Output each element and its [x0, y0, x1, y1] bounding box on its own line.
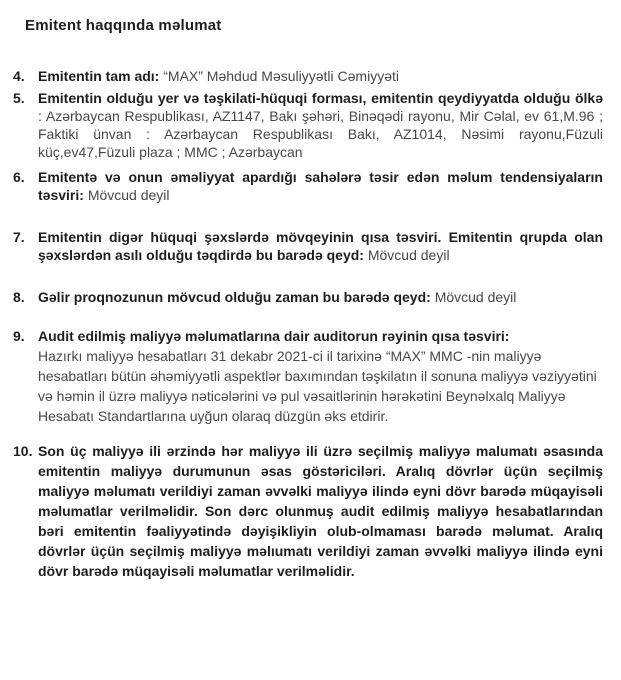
item-text: [38, 89, 603, 161]
item-label: Emitentin digər hüquqi şəxslərdə mövqeyinin qısa təsviri. Emitentin qrupda olan şəxslərdən asılı olduğu təqdirdə bu barədə qeyd:: [38, 229, 603, 263]
item-value: Hazırkı maliyyə hesabatları 31 dekabr 2021-ci il tarixinə “MAX” MMC -nin maliyyə hesabatları bütün əhəmiyyətli aspektlər baxımından təşkilatın il sonuna maliyyə vəziyyətini və həmin il üzrə maliyyə nəticələrini və pul vəsaitlərinin hərəkətini Beynəlxalq Maliyyə Hesabatı Standartlarına uyğun olaraq düzgün əks etdirir.: [38, 348, 601, 424]
item-label: Son üç maliyyə ili ərzində hər maliyyə ili üzrə seçilmiş maliyyə malumatı əsasında emitentin maliyyə durumunun əsas göstəriciləri. Aralıq dövrlər üçün seçilmiş maliyyə məlumatı verildiyi zaman əvvəlki maliyyə ilində eyni dövr barədə müqayisəli məlumatlar verilməlidir. Son dərc olunmuş audit edilmiş maliyyə hesabatlarından bəri emitentin fəaliyyətində dəyişikliyin olub-olmaması barədə məlumat. Aralıq dövrlər üçün seçilmiş maliyyə məlıumatı verildiyi zaman əvvəlki maliyyə ilində eyni dövr barədə müqayisəli məlumatlar verilməlidir.: [38, 443, 603, 579]
item-text: [38, 168, 603, 204]
list-item: [13, 326, 603, 426]
item-text: [38, 326, 603, 426]
list-item: [13, 89, 603, 161]
item-value: : Azərbaycan Respublikası, AZ1147, Bakı şəhəri, Binəqədi rayonu, Mir Cəlal, ev 61,M.96 ; Faktiki ünvan : Azərbaycan Respublikası Bakı, AZ1014, Nəsimi rayonu,Füzuli küç,ev47,Füzuli plaza ; MMC ; Azərbaycan: [38, 108, 603, 160]
item-number: 8.: [13, 289, 25, 305]
item-label: Emitentə və onun əməliyyat apardığı sahələrə təsir edən məlum tendensiyaların təsviri:: [38, 169, 603, 203]
list-item: [13, 441, 603, 581]
item-number: 7.: [13, 229, 25, 245]
item-value: Mövcud deyil: [87, 187, 170, 203]
list-item: [13, 228, 603, 264]
item-label: Emitentin olduğu yer və təşkilati-hüquqi forması, emitentin qeydiyyatda olduğu ölkə: [38, 90, 603, 106]
item-label: Audit edilmiş maliyyə məlumatlarına dair auditorun rəyinin qısa təsviri:: [38, 328, 510, 344]
item-number: 10.: [13, 443, 33, 459]
list-item: [13, 168, 603, 204]
item-number: 9.: [13, 328, 25, 344]
item-number: 5.: [13, 90, 25, 106]
item-number: 6.: [13, 169, 25, 185]
item-value: “MAX” Məhdud Məsuliyyətli Cəmiyyəti: [163, 68, 399, 84]
numbered-list: [13, 67, 603, 581]
item-label: Gəlir proqnozunun mövcud olduğu zaman bu barədə qeyd:: [38, 289, 431, 305]
item-value: Mövcud deyil: [367, 247, 450, 263]
item-value: Mövcud deyil: [434, 289, 517, 305]
item-label: Emitentin tam adı:: [38, 68, 160, 84]
item-text: [38, 441, 603, 581]
item-text: [38, 67, 603, 85]
list-item: [13, 67, 603, 85]
list-item: [13, 288, 603, 306]
page-title: Emitent haqqında məlumat: [25, 17, 222, 34]
item-text: [38, 228, 603, 264]
item-number: 4.: [13, 68, 25, 84]
item-text: [38, 288, 603, 306]
